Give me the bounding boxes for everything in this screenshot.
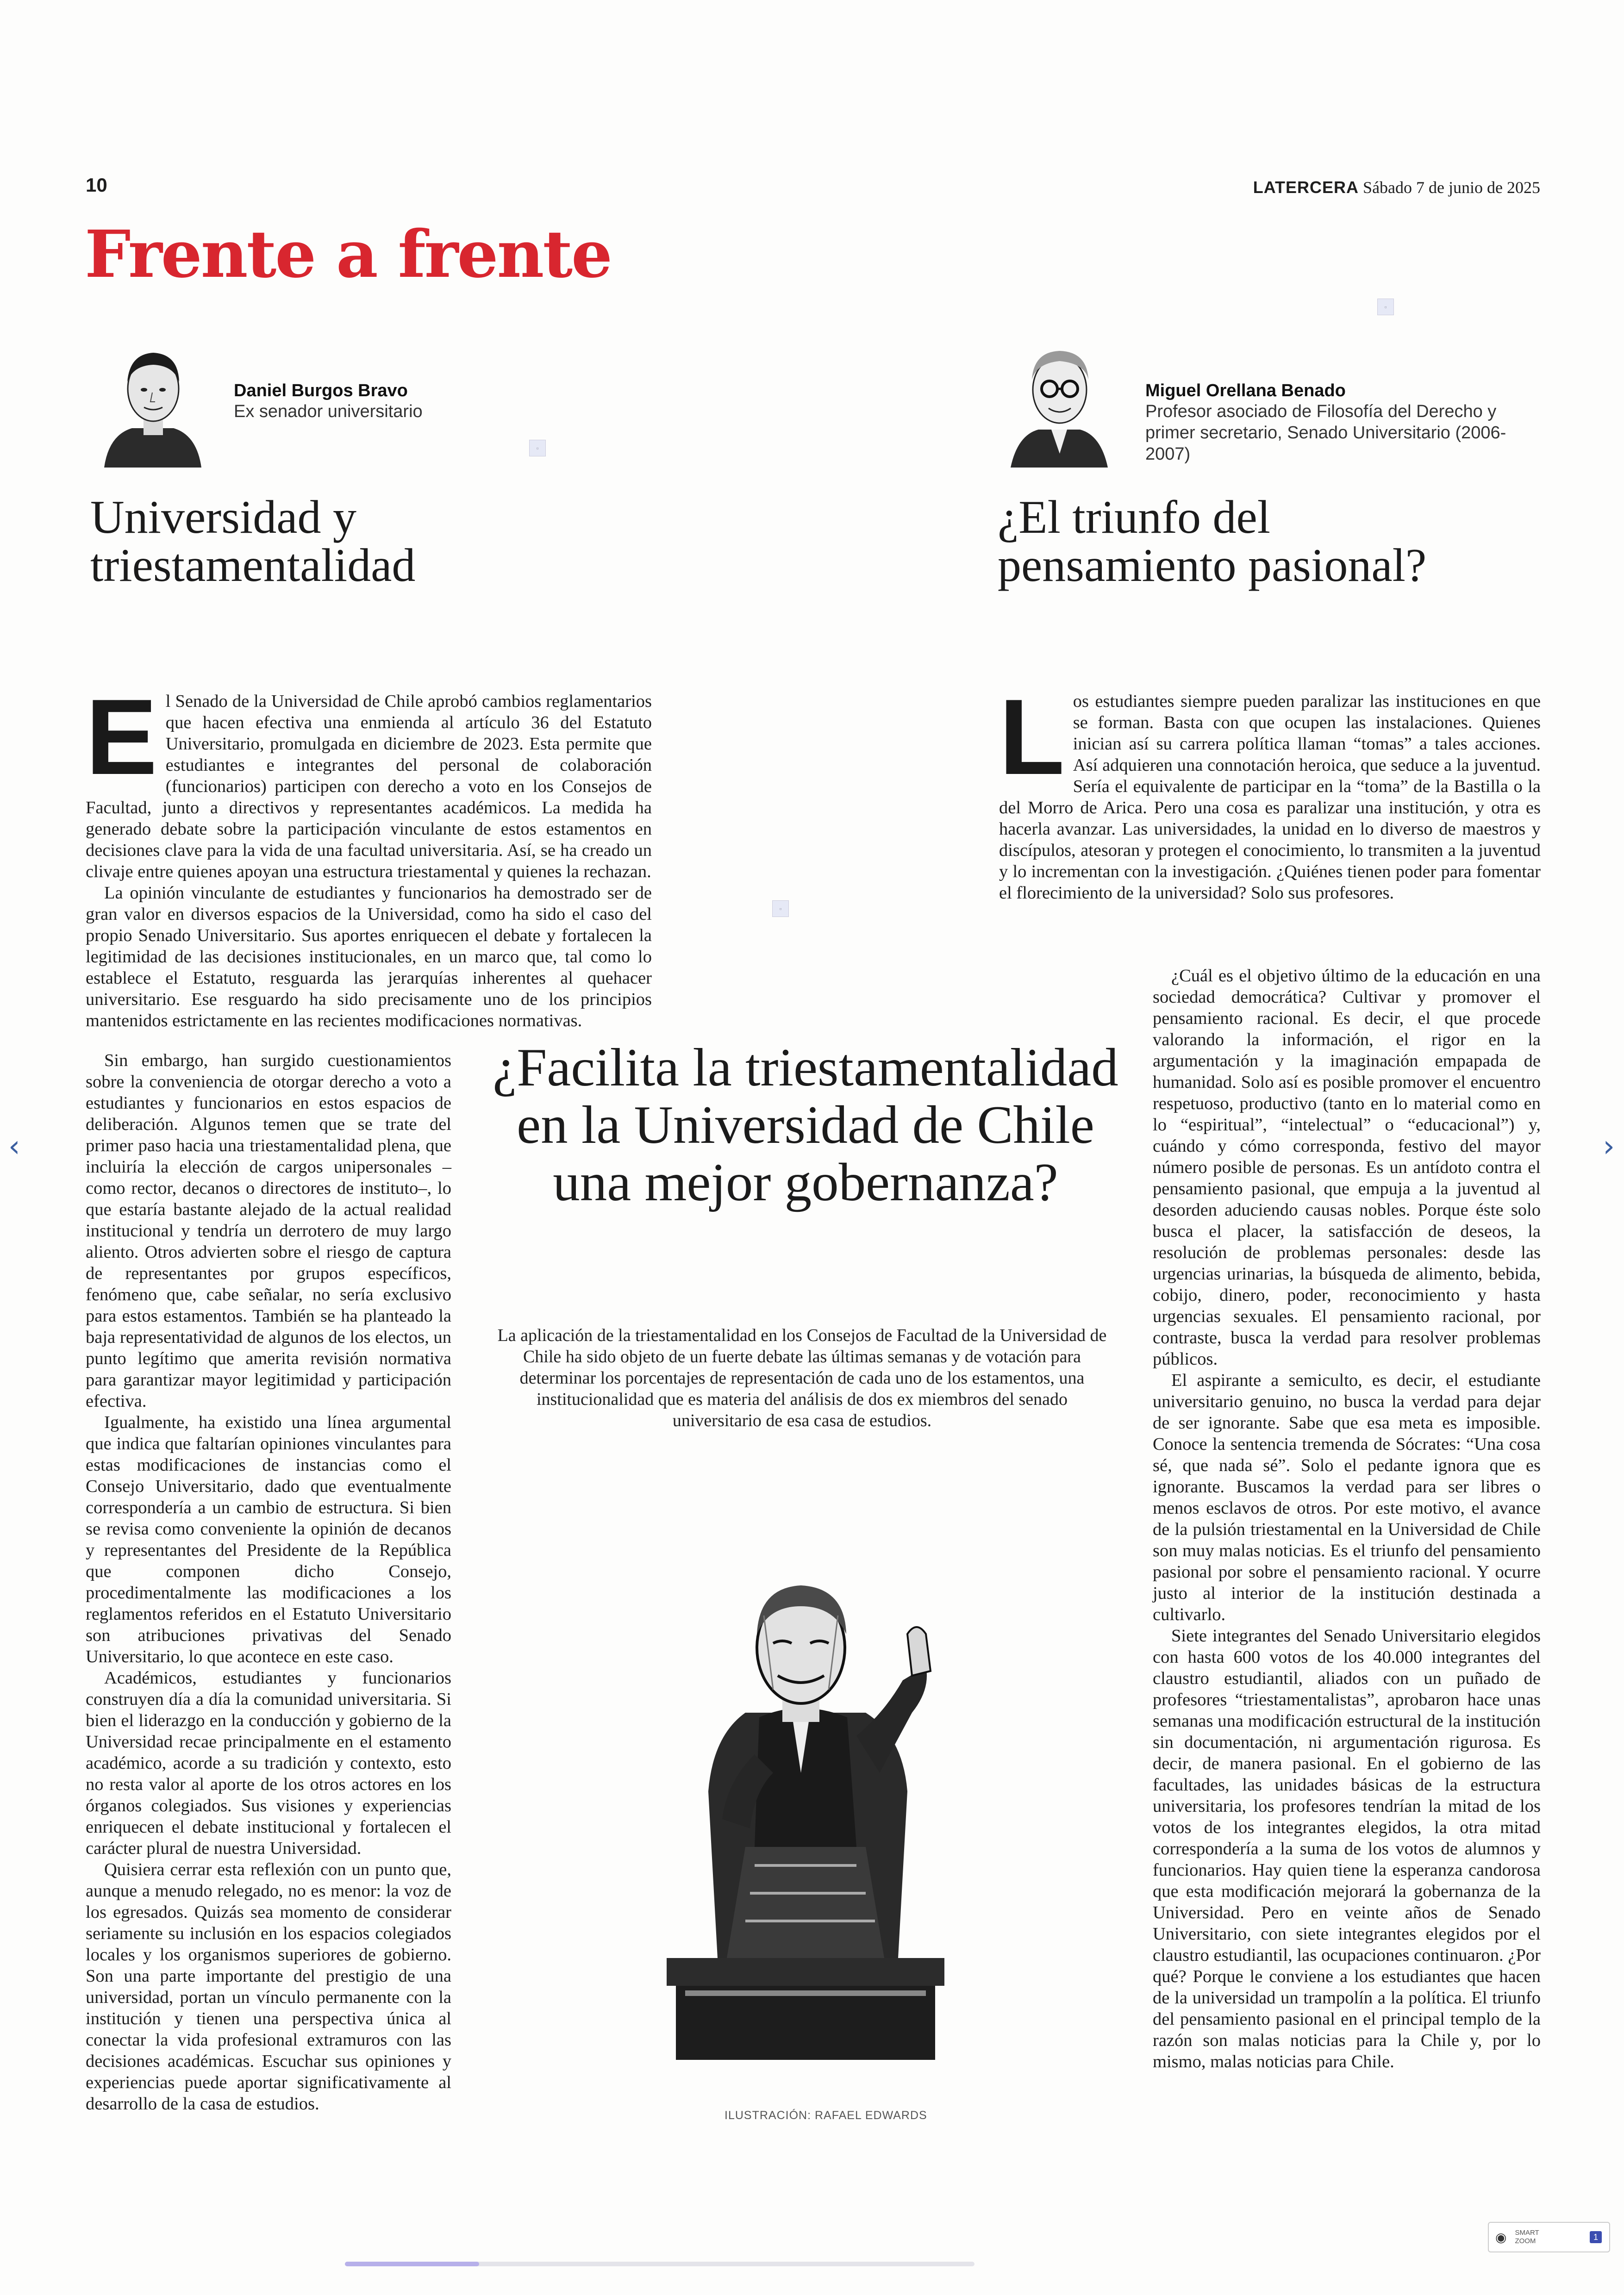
paragraph: Siete integrantes del Senado Universitario elegidos con hasta 600 votos de los 40.000 integrantes del claustro estudiantil, aliados con un puñado de profesores “triestamentalistas”, aprobaron hace unas semanas una modificación estructural de la institución sin documentación, ni argumentación rigurosa. Es decir, de manera pasional. En el gobierno de las facultades, las unidades básicas de la estructura universitaria, los profesores tendrían la mitad de los votos de los integrantes elegidos, la otra mitad correspondería a la suma de los votos de alumnos y funcionarios. Hay quien tiene la esperanza candorosa que esta modificación mejorará la gobernanza de la Universidad. Pero en veinte años de Senado Universitario, con siete integrantes elegidos por el claustro estudiantil, las ocupaciones continuaron. ¿Por qué? Porque le conviene a los estudiantes que hacen de la universidad un trampolín a la política. El triunfo del pensamiento pasional en el principal templo de la razón son malas noticias para la Chile y, por lo mismo, malas noticias para Chile. xyxy=(1153,1626,1541,2071)
chevron-left-icon[interactable]: ‹ xyxy=(8,1129,20,1164)
headline-right xyxy=(998,493,1553,590)
headline-right-line2: pensamiento pasional? xyxy=(998,539,1427,592)
author-portrait-right xyxy=(1011,338,1108,468)
smart-zoom-button[interactable] xyxy=(1488,2222,1610,2252)
masthead xyxy=(1253,178,1540,197)
drop-cap-left: E xyxy=(86,677,157,797)
article-left-part2 xyxy=(86,1050,451,2128)
zoom-label-2: ZOOM xyxy=(1515,2237,1536,2245)
paragraph: Sin embargo, han surgido cuestionamientos sobre la conveniencia de otorgar derecho a voto a estudiantes y funcionarios en estos espacios de deliberación. Algunos temen que se trate del primer paso hacia una triestamentalidad plena, que incluiría la elección de cargos unipersonales –como rector, decanos o directores de instituto–, lo que estaría bastante alejado de la actual realidad institucional y tendría un derrotero de muy largo aliento. Otros advierten sobre el riesgo de captura de representantes por grupos específicos, fenómeno que, cabe señalar, no sería exclusivo para estos estamentos. También se ha planteado la baja representatividad de algunos de los electos, un punto legítimo que amerita revisión normativa para garantizar mayor legitimidad y participación efectiva. xyxy=(86,1051,451,1411)
paragraph: os estudiantes siempre pueden paralizar las instituciones en que se forman. Basta con que ocupen las instalaciones. Quienes inician así su carrera política llaman “tomas” a tales acciones. Así adquieren una connotación heroica, que seduce a la juventud. Sería el equivalente de participar en la “toma” de la Bastilla o la del Morro de Arica. Pero una cosa es paralizar una institución, y otra es hacerla avanzar. Las universidades, la unidad en lo diverso de maestros y discípulos, atesoran y protegen el conocimiento, lo transmiten a la juventud y lo incrementan con la investigación. ¿Quiénes tienen poder para fomentar el florecimiento de la universidad? Solo sus profesores. xyxy=(999,692,1541,903)
headline-left xyxy=(90,493,600,590)
author-portrait-left xyxy=(104,338,201,468)
article-right-part1 xyxy=(999,677,1541,978)
debate-intro: La aplicación de la triestamentalidad en los Consejos de Facultad de la Universidad de Chile ha sido objeto de un fuerte debate las últimas semanas y de votación para determinar los porcentajes de representación de cada uno de los estamentos, una institucionalidad que es materia del análisis de dos ex miembros del senado universitario de esa casa de estudios. xyxy=(497,1326,1107,1430)
drop-cap-right: L xyxy=(999,677,1065,797)
paragraph: La opinión vinculante de estudiantes y funcionarios ha demostrado ser de gran valor en diversos espacios de la Universidad, como ha sido el caso del propio Senado Universitario. Sus aportes enriquecen el debate y fortalecen la legitimidad de las decisiones institucionales, en un marco que, tal como lo establece el Estatuto, resguarda las jerarquías inherentes al quehacer universitario. Ese resguardo ha sido precisamente uno de los principios mantenidos estrictamente en las recientes modificaciones normativas. xyxy=(86,883,652,1030)
author-role-left: Ex senador universitario xyxy=(234,402,423,421)
page-scrollbar[interactable] xyxy=(345,2262,974,2266)
statue-illustration xyxy=(606,1495,995,2078)
headline-left-line2: triestamentalidad xyxy=(90,539,416,592)
annotation-marker[interactable]: ▫ xyxy=(1377,299,1394,315)
paragraph: l Senado de la Universidad de Chile aprobó cambios reglamentarios que hacen efectiva una enmienda al artículo 36 del Estatuto Universitario, promulgada en diciembre de 2023. Esta permite que estudiantes e integrantes del personal de colaboración (funcionarios) participen con derecho a voto en los Consejos de Facultad, junto a directivos y representantes académicos. La medida ha generado debate sobre la participación vinculante de estos estamentos en decisiones clave para la vida de una facultad universitaria. Así, se ha creado un clivaje entre quienes apoyan una estructura triestamental y quienes la rechazan. xyxy=(86,692,652,881)
paragraph: Quisiera cerrar esta reflexión con un punto que, aunque a menudo relegado, no es menor: la voz de los egresados. Quizás sea momento de considerar seriamente su inclusión en los espacios colegiados locales y los organismos superiores de gobierno. Son una parte importante del prestigio de una universidad, portan un vínculo permanente con la institución y tienen una perspectiva única al conectar la vida profesional extramuros con las decisiones académicas. Escuchar sus opiniones y experiencias puede aportar significativamente al desarrollo de la casa de estudios. xyxy=(86,1860,451,2114)
author-name-right: Miguel Orellana Benado xyxy=(1145,381,1346,400)
debate-question: ¿Facilita la triestamentalidad en la Universidad de Chile una mejor gobernanza? xyxy=(493,1038,1118,1212)
article-left-part1 xyxy=(86,677,652,1030)
article-right-part2 xyxy=(1153,965,1541,2132)
paragraph: Igualmente, ha existido una línea argumental que indica que faltarían opiniones vinculantes para estas modificaciones de instancias como el Consejo Universitario, dado que eventualmente correspondería a un cambio de estructura. Si bien se revisa como conveniente la opinión de decanos y representantes del Presidente de la República que componen dicho Consejo, procedimentalmente las modificaciones a los reglamentos referidos en el Estatuto Universitario son atribuciones privativas del Senado Universitario, lo que acontece en este caso. xyxy=(86,1413,451,1666)
author-name-left: Daniel Burgos Bravo xyxy=(234,381,408,400)
chevron-right-icon[interactable]: › xyxy=(1603,1129,1615,1164)
headline-left-line1: Universidad y xyxy=(90,491,357,543)
headline-right-line1: ¿El triunfo del xyxy=(998,491,1271,543)
page-number: 10 xyxy=(86,174,107,196)
illustration-credit: ILUSTRACIÓN: RAFAEL EDWARDS xyxy=(725,2109,927,2122)
author-role-right: Profesor asociado de Filosofía del Derecho y primer secretario, Senado Universitario (2006-2007) xyxy=(1145,402,1506,464)
issue-date: Sábado 7 de junio de 2025 xyxy=(1363,178,1540,197)
annotation-marker[interactable]: ▫ xyxy=(529,440,546,456)
paragraph: Académicos, estudiantes y funcionarios construyen día a día la comunidad universitaria. Si bien el liderazgo en la conducción y gobierno de la Universidad recae principalmente en el estamento académico, acorde a su tradición y contexto, esto no resta valor al aporte de los otros actores en los órganos colegiados. Sus visiones y experiencias enriquecen el debate institucional y fortalecen el carácter plural de nuestra Universidad. xyxy=(86,1668,451,1858)
paragraph: ¿Cuál es el objetivo último de la educación en una sociedad democrática? Cultivar y promover el pensamiento racional. Es decir, el que procede valorando la información, el rigor en la argumentación y la imaginación empapada de humanidad. Solo así es posible promover el encuentro respetuoso, productivo (tanto en lo material como en lo “espiritual”, “intelectual” o “educacional”) y, cuándo y cómo corresponda, festivo del mayor número posible de personas. Es un antídoto contra el pensamiento pasional, que empuja a la juventud al desorden aduciendo causas nobles. Porque éste solo busca el placer, la satisfacción de deseos, la resolución de problemas personales: desde las urgencias urinarias, la búsqueda de alimento, bebida, cobijo, dinero, poder, reconocimiento y hasta urgencias sexuales. El pensamiento racional, por contraste, busca la verdad para resolver problemas públicos. xyxy=(1153,966,1541,1369)
zoom-page-badge: 1 xyxy=(1590,2231,1602,2243)
publication-name: LATERCERA xyxy=(1253,178,1359,197)
zoom-label-1: SMART xyxy=(1515,2229,1539,2237)
eye-icon: ◉ xyxy=(1495,2230,1507,2245)
scrollbar-thumb[interactable] xyxy=(345,2262,479,2266)
smart-zoom-label xyxy=(1515,2229,1539,2245)
annotation-marker[interactable]: ▫ xyxy=(772,900,789,917)
paragraph: El aspirante a semiculto, es decir, el estudiante universitario genuino, no busca la verdad para dejar de ser ignorante. Sabe que esa meta es imposible. Conoce la sentencia tremenda de Sócrates: “Una cosa sé, que nada sé”. Solo el pedante ignora que es ignorante. Buscamos la verdad para ser libres o menos esclavos de otros. Por este motivo, el avance de la pulsión triestamental en la Universidad de Chile son muy malas noticias. Es el triunfo del pensamiento pasional por sobre el pensamiento racional. Y ocurre justo al interior de la institución destinada a cultivarlo. xyxy=(1153,1371,1541,1624)
section-title: Frente a frente xyxy=(85,217,612,293)
